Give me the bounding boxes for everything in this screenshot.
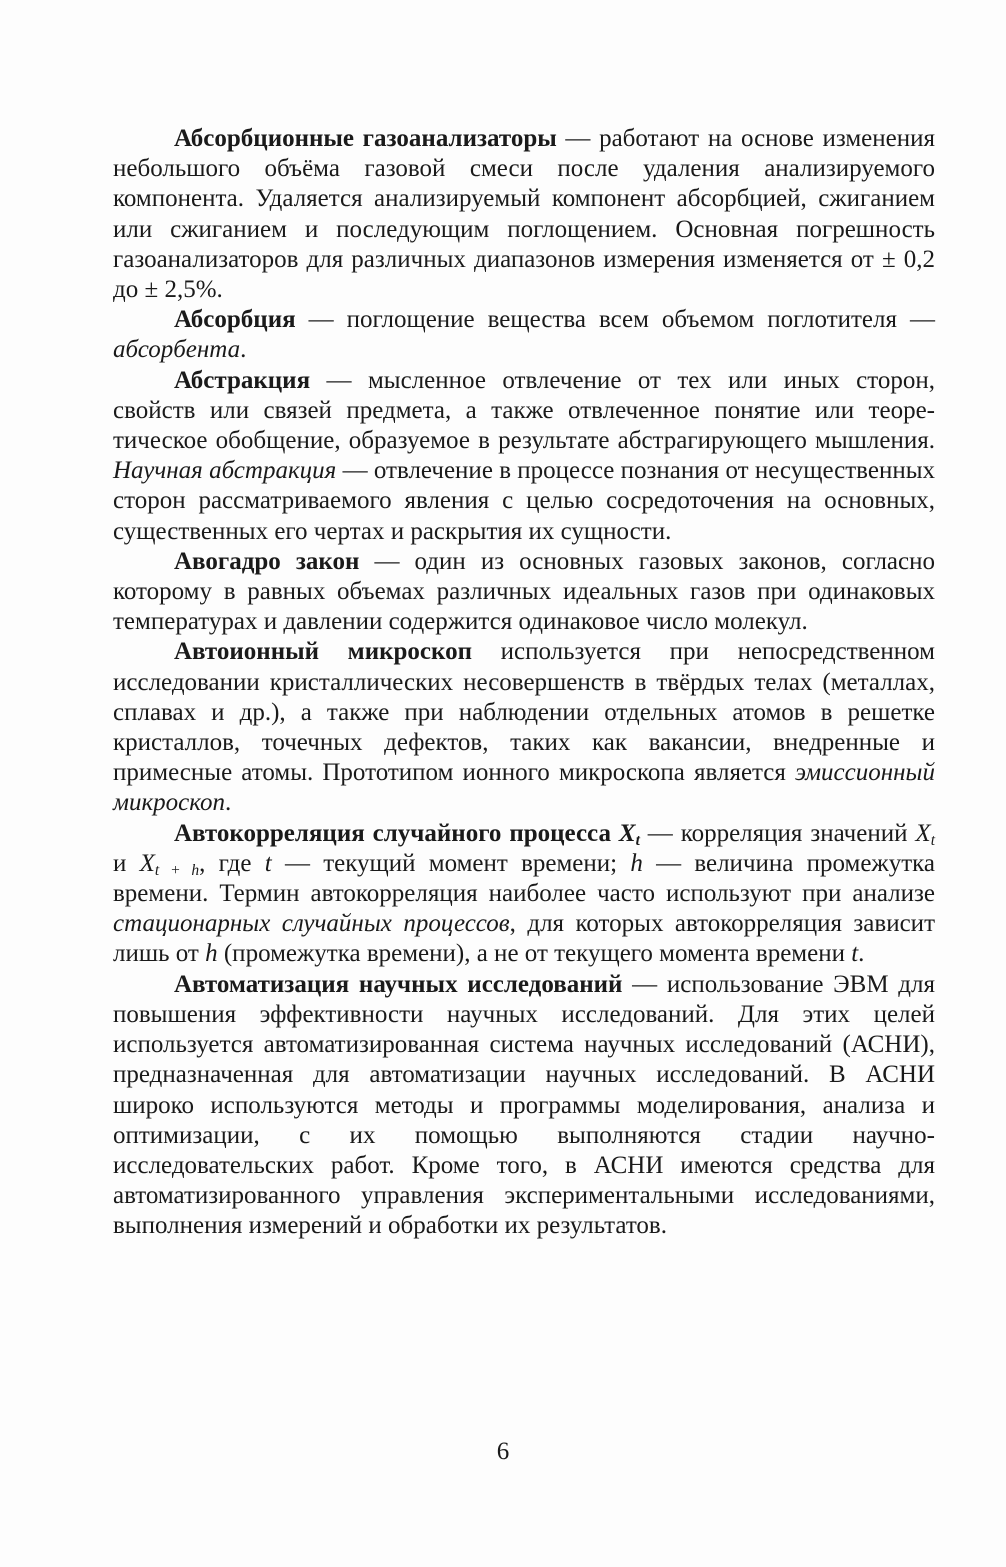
math-variable: X bbox=[139, 849, 155, 877]
entry-definition: . bbox=[240, 336, 247, 364]
entry-definition: — текущий момент времени; bbox=[271, 849, 631, 877]
entry-term bbox=[174, 820, 640, 847]
math-variable: t bbox=[851, 940, 859, 968]
entry-definition: — мысленное отвлечение от тех или иных сторон, свойств или связей предмета, а также отвлеченное понятие или теоретическое обобщение, образуемое в результате абстрагирующего мышления. bbox=[113, 366, 935, 455]
entry-absorption bbox=[113, 305, 935, 365]
entry-term-text: Автокорреляция случайного процесса bbox=[174, 819, 611, 847]
entry-term: Автоионный микроскоп bbox=[174, 638, 472, 666]
cross-reference: эмиссионный микроскоп bbox=[113, 759, 935, 817]
page-number: 6 bbox=[496, 1438, 510, 1465]
entry-term: Абстракция bbox=[174, 366, 311, 394]
entry-research-automation bbox=[113, 970, 935, 1242]
entry-definition: и bbox=[113, 849, 140, 877]
entry-definition: — корреляция значений bbox=[647, 819, 916, 847]
entry-autocorrelation bbox=[113, 819, 935, 970]
cross-reference: абсорбента bbox=[113, 336, 241, 364]
math-subscript-text: t bbox=[635, 831, 640, 849]
subterm: Научная абстракция bbox=[113, 457, 337, 485]
page-text bbox=[113, 124, 935, 1242]
math-subscript bbox=[155, 862, 199, 879]
cross-reference: стационарных случайных процессов bbox=[113, 910, 510, 938]
entry-definition: — работают на основе изменения небольшого объёма газовой смеси после удаления анализируемого компонента. Удаляется анализируемый компонент абсорбцией, сжиганием или сжиганием и последующим поглощением. Основная погрешность газоанализаторов для различных диапазонов измерения изменяется от ± 0,2 до ± 2,5%. bbox=[113, 125, 935, 304]
entry-term: Автоматизация научных исследований bbox=[174, 970, 623, 998]
math-subscript-text: t bbox=[930, 831, 935, 849]
math-variable: t bbox=[264, 849, 272, 877]
entry-term: Абсорбция bbox=[174, 306, 296, 334]
math-subscript bbox=[636, 832, 640, 849]
entry-definition: — использование ЭВМ для повышения эффективности научных исследований. Для этих целей используется автоматизированная система научных исследований (АСНИ), предназначенная для автоматизации научных исследований. В АСНИ широко используются методы и программы моделирования, анализа и оптимизации, с их помощью выполняются стадии научно-исследовательских работ. Кроме того, в АСНИ имеются средства для автоматизированного управления экспериментальными исследованиями, выполнения измерений и обработки их результатов. bbox=[113, 970, 935, 1240]
entry-absorption-gas-analyzers bbox=[113, 124, 935, 305]
math-subscript-text: t + h bbox=[154, 861, 200, 879]
math-variable: X bbox=[618, 819, 636, 847]
entry-definition: — поглощение вещества всем объемом поглотителя — bbox=[308, 306, 935, 334]
entry-avogadro-law bbox=[113, 547, 935, 638]
entry-abstraction bbox=[113, 366, 935, 547]
entry-definition: — отвлечение в процессе познания от несущественных сторон рассматриваемого явления с целью сосредоточения на основных, существенных его чертах и раскрытия их сущности. bbox=[113, 457, 935, 545]
entry-definition: — величина промежутка времени. Термин автокорреляция наиболее часто используют при анализе bbox=[113, 849, 935, 908]
entry-definition: . bbox=[858, 940, 865, 968]
entry-definition: , для которых автокорреляция зависит лишь от bbox=[113, 910, 935, 968]
entry-definition: , где bbox=[199, 849, 265, 877]
math-variable: h bbox=[630, 849, 643, 877]
entry-field-ion-microscope bbox=[113, 637, 935, 818]
entry-definition: (промежутка времени), а не от текущего момента времени bbox=[217, 940, 852, 968]
entry-term: Авогадро закон bbox=[174, 547, 360, 575]
math-subscript bbox=[931, 832, 935, 849]
entry-definition: используется при непосредственном исследовании кристаллических несовершенств в твёрдых телах (металлах, сплавах и др.), а также при наблюдении отдельных атомов в решетке кристаллов, точечных дефектов, таких как вакансии, внедренные и примесные атомы. Прототипом ионного микроскопа является bbox=[113, 638, 935, 787]
entry-definition: . bbox=[225, 789, 232, 817]
entry-definition: — один из основных газовых законов, согласно которому в равных объемах различных идеальных газов при одинаковых температурах и давлении содержится одинаковое число молекул. bbox=[113, 547, 935, 636]
math-variable: h bbox=[205, 940, 218, 968]
entry-term: Абсорбционные газоанализаторы bbox=[174, 125, 557, 152]
math-variable: X bbox=[915, 819, 931, 847]
